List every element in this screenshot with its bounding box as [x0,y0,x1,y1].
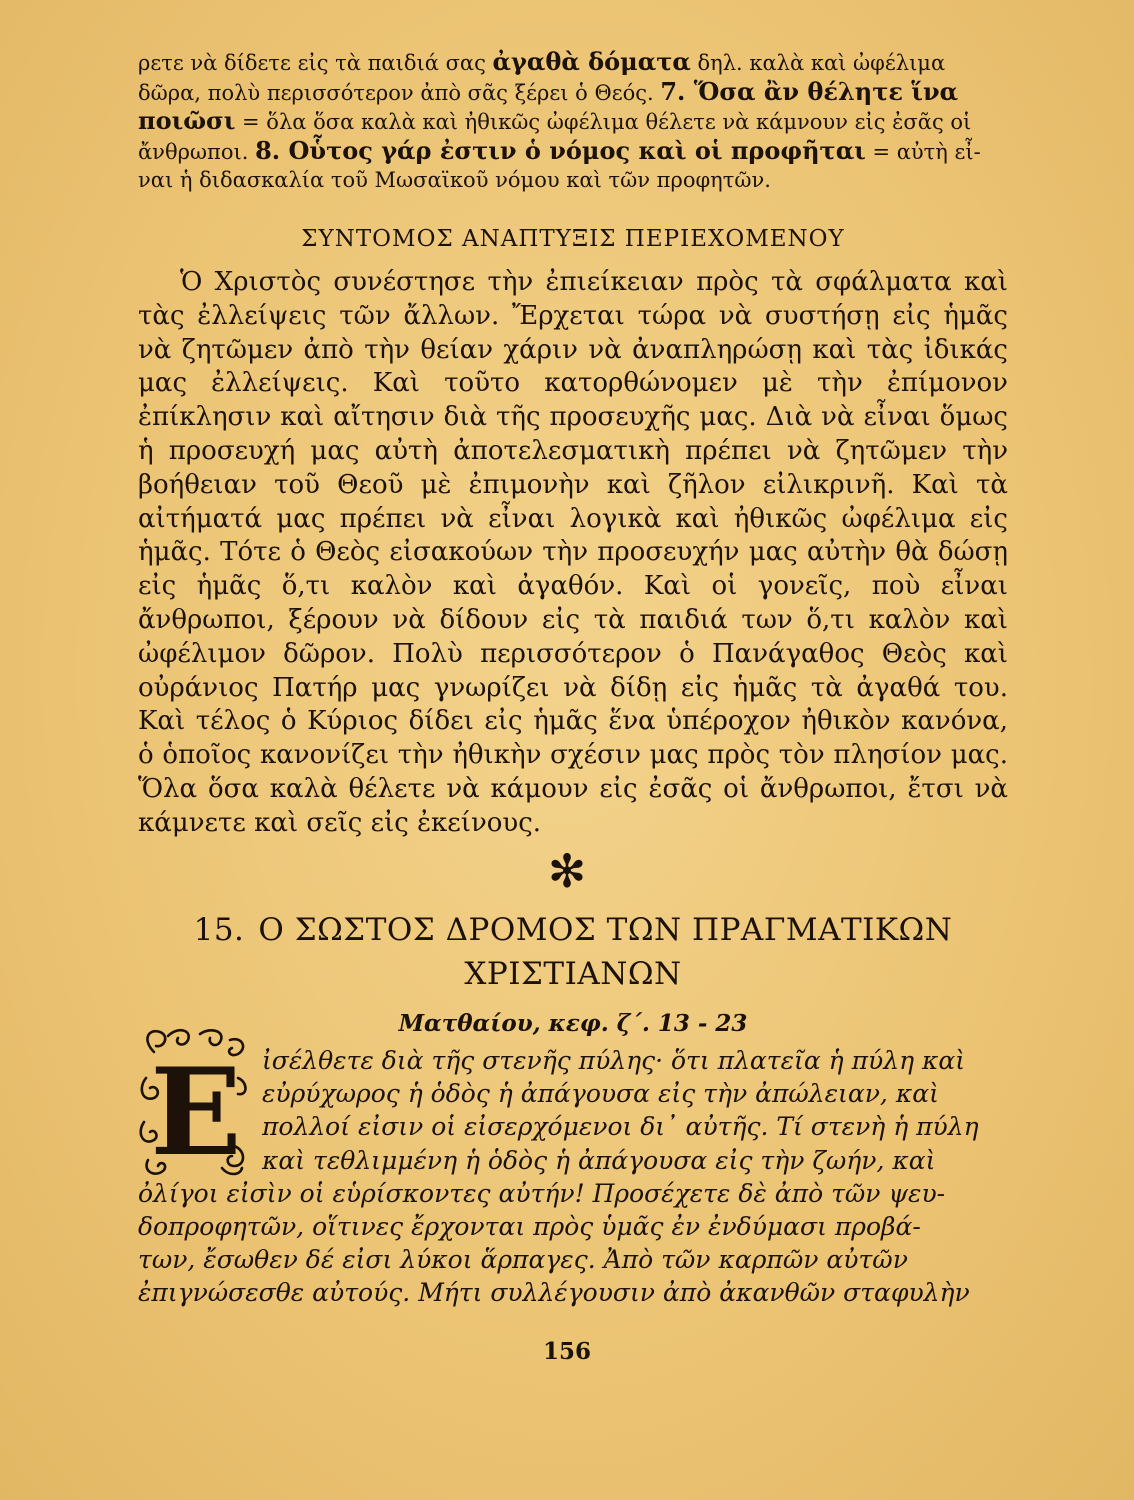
scripture-line: ἐπιγνώσεσθε αὐτούς. Μήτι συλλέγουσιν ἀπὸ ἀκανθῶν σταφυλὴν [138,1278,970,1308]
term-bold: 7. Ὅσα ἂν θέλητε ἵνα [660,76,959,106]
chapter-title [138,908,1008,996]
scripture-line: των, ἔσωθεν δέ εἰσι λύκοι ἅρπαγες. Ἀπὸ τῶν καρπῶν αὐτῶν [138,1245,908,1275]
note-line: ρετε νὰ δίδετε εἰς τὰ παιδιά σας ἀγαθὰ δόματα δηλ. καλὰ καὶ ὠφέλιμα [138,47,946,76]
chapter-title-line-1: Ο ΣΩΣΤΟΣ ΔΡΟΜΟΣ ΤΩΝ ΠΡΑΓΜΑΤΙΚΩΝ [258,912,953,948]
summary-text: Ὁ Χριστὸς συνέστησε τὴν ἐπιείκειαν πρὸς τὰ σφάλματα καὶ τὰς ἐλλείψεις τῶν ἄλλων. Ἔρχεται τώρα νὰ συστήσῃ εἰς ἡμᾶς νὰ ζητῶμεν ἀπὸ τὴν θείαν χάριν νὰ ἀναπληρώσῃ καὶ τὰς ἰδικάς μας ἐλλείψεις. Καὶ τοῦτο κατορθώνομεν μὲ τὴν ἐπίμονον ἐπίκλησιν καὶ αἴτησιν διὰ τῆς προσευχῆς μας. Διὰ νὰ εἶναι ὅμως ἡ προσευχή μας αὐτὴ ἀποτελεσματικὴ πρέπει νὰ ζητῶμεν τὴν βοήθειαν τοῦ Θεοῦ μὲ ἐπιμονὴν καὶ ζῆλον εἰλικρινῆ. Καὶ τὰ αἰτήματά μας πρέπει νὰ εἶναι λογικὰ καὶ ἠθικῶς ὠφέλιμα εἰς ἡμᾶς. Τότε ὁ Θεὸς εἰσακούων τὴν προσευχήν μας αὐτὴν θὰ δώσῃ εἰς ἡμᾶς ὅ,τι καλὸν καὶ ἀγαθόν. Καὶ οἱ γονεῖς, ποὺ εἶναι ἄνθρωποι, ξέρουν νὰ δίδουν εἰς τὰ παιδιά των ὅ,τι καλὸν καὶ ὠφέλιμον δῶρον. Πολὺ περισσότερον ὁ Πανάγαθος Θεὸς καὶ οὐράνιος Πατήρ μας γνωρίζει νὰ δίδῃ εἰς ἡμᾶς τὰ ἀγαθά του. Καὶ τέλος ὁ Κύριος δίδει εἰς ἡμᾶς ἕνα ὑπέροχον ἠθικὸν κανόνα, ὁ ὁποῖος κανονίζει τὴν ἠθικὴν σχέσιν μας πρὸς τὸν πλησίον μας. Ὅλα ὅσα καλὰ θέλετε νὰ κάμουν εἰς ἐσᾶς οἱ ἄνθρωποι, ἔτσι νὰ κάμνετε καὶ σεῖς εἰς ἐκείνους. [138,267,1008,838]
term-bold: 8. Οὗτος γάρ ἐστιν ὁ νόμος καὶ οἱ προφῆται [255,135,866,165]
note-line: ποιῶσι = ὅλα ὅσα καλὰ καὶ ἠθικῶς ὠφέλιμα θέλετε νὰ κάμνουν εἰς ἐσᾶς οἱ [138,106,972,135]
scripture-line: καὶ τεθλιμμένη ἡ ὁδὸς ἡ ἀπάγουσα εἰς τὴν ζωήν, καὶ [262,1145,936,1175]
note-line: ἄνθρωποι. 8. Οὗτος γάρ ἐστιν ὁ νόμος καὶ οἱ προφῆται = αὐτὴ εἶ- [138,135,981,165]
page-number: 156 [542,1338,591,1365]
commentary-notes [138,48,1008,195]
note-line: ναι ἡ διδασκαλία τοῦ Μωσαϊκοῦ νόμου καὶ τῶν προφητῶν. [138,168,771,192]
term-bold: ποιῶσι [138,106,236,135]
term-bold: ἀγαθὰ δόματα [492,47,691,76]
chapter-title-line-2: ΧΡΙΣΤΙΑΝΩΝ [464,956,682,992]
scripture-passage [138,1044,1008,1310]
section-heading: ΣΥΝΤΟΜΟΣ ΑΝΑΠΤΥΞΙΣ ΠΕΡΙΕΧΟΜΕΝΟΥ [301,226,845,252]
scripture-line: ὀλίγοι εἰσὶν οἱ εὑρίσκοντες αὐτήν! Προσέχετε δὲ ἀπὸ τῶν ψευ- [138,1178,946,1208]
scripture-reference: Ματθαίου, κεφ. ζ΄. 13 - 23 [398,1010,748,1037]
scripture-line: δοπροφητῶν, οἵτινες ἔρχονται πρὸς ὑμᾶς ἐν ἐνδύμασι προβά- [138,1212,921,1242]
scripture-line: ἰσέλθετε διὰ τῆς στενῆς πύλης· ὅτι πλατεῖα ἡ πύλη καὶ [262,1046,966,1075]
dropcap-letter: Ε [150,1042,242,1178]
summary-paragraph [138,266,1008,841]
scripture-line: εὐρύχωρος ἡ ὁδὸς ἡ ἀπάγουσα εἰς τὴν ἀπώλειαν, καὶ [262,1079,939,1109]
scripture-line: πολλοί εἰσιν οἱ εἰσερχόμενοι δι᾽ αὐτῆς. Τί στενὴ ἡ πύλη [262,1112,979,1142]
asterisk-separator: ✻ [547,844,587,898]
chapter-number: 15. [193,912,245,948]
note-line: δῶρα, πολὺ περισσότερον ἀπὸ σᾶς ξέρει ὁ Θεός. 7. Ὅσα ἂν θέλητε ἵνα [138,76,959,106]
